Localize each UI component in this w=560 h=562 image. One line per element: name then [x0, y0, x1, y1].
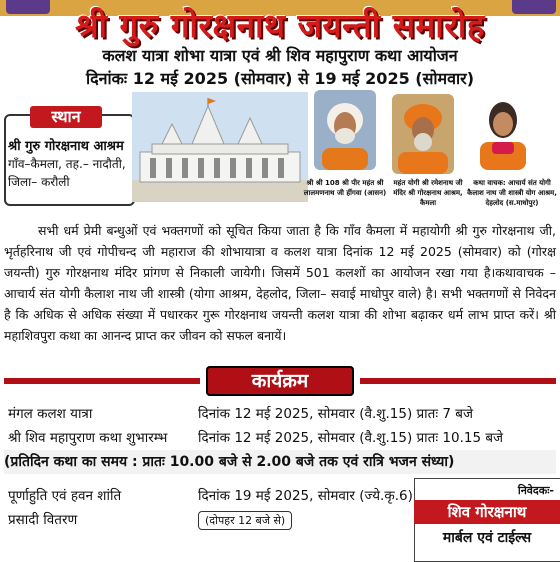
notice-paragraph: सभी धर्म प्रेमी बन्धुओं एवं भक्तगणों को सूचित किया जाता है कि गाँव कैमला में महायोगी श्री गुरु गोरक्षनाथ जी, भृर्तहरिनाथ जी एवं गोपीचन्द जी महाराज की शोभायात्रा व कलश यात्रा दिनांक 12 मई 2025 (सोमवार) को (गोरक्ष जयन्ती) गुरु गोरक्षनाथ मंदिर प्रांगण से निकाली जायेगी। जिसमें 501 कलशों का आयोजन रखा गया है।कथावाचक – आचार्य संत योगी कैलाश नाथ जी शास्त्री (योगा आश्रम, देहलोद, जिला– सवाई माधोपुर वाले) है। सभी भक्तगणों से निवेदन है कि अधिक से अधिक संख्या में पधारकर गुरू गोरक्षनाथ जयन्ती कलश यात्रा की शोभा बढ़ाकर धर्म लाभ प्राप्त करें। श्री महाशिवपुरा कथा का आनन्द प्राप्त कर जीवन को सफल बनायें। [4, 223, 556, 343]
portrait-caption-1: श्री श्री 108 श्री पीर महंत श्री लालमणनाथ जी हींगवा (आसन) [303, 179, 387, 197]
program-heading: कार्यक्रम [206, 366, 354, 396]
event-title: श्री गुरु गोरक्षनाथ जयन्ती समारोह [75, 6, 485, 45]
program-row [8, 428, 556, 452]
saint-portrait-2 [392, 94, 454, 174]
program-row [8, 404, 556, 428]
saint-portrait-3 [472, 90, 534, 170]
event-dates: दिनांकः 12 मई 2025 (सोमवार) से 19 मई 2025 (सोमवार) [85, 69, 475, 88]
venue-name: श्री गुरु गोरक्षनाथ आश्रम [8, 139, 124, 154]
banner-rule-right [360, 378, 556, 384]
organizer-name: शिव गोरक्षनाथ [414, 500, 560, 524]
program-event: मंगल कलश यात्रा [8, 406, 93, 422]
venue-address: गाँव–कैमला, तह.– नादौती, जिला– करौली [8, 157, 126, 189]
temple-image [132, 92, 308, 202]
program-date: दिनांक 12 मई 2025, सोमवार (वै.शु.15) प्रातः 10.15 बजे [198, 430, 504, 446]
organizer-label: निवेदकः- [517, 484, 554, 497]
venue-label: स्थान [30, 106, 102, 128]
banner-rule-left [4, 378, 200, 384]
saint-portrait-1 [314, 90, 376, 170]
portrait-caption-2: महंत योगी श्री रमेशनाथ जी मंदिर श्री गोरक्षनाथ आश्रम, कैमला [393, 179, 463, 207]
portrait-caption-3: कथा वाचक: आचार्य संत योगी कैलाश नाथ जी शास्त्री योग आश्रम, देहलोद (स.माधोपुर) [467, 179, 557, 207]
program-event: श्री शिव महापुराण कथा शुभारम्भ [8, 430, 168, 446]
program-event: पूर्णाहुति एवं हवन शांति [8, 488, 122, 504]
event-subtitle: कलश यात्रा शोभा यात्रा एवं श्री शिव महापुराण कथा आयोजन [102, 46, 458, 65]
program-event: प्रसादी वितरण [8, 512, 78, 528]
organizer-subtitle: मार्बल एवं टाईल्स [442, 530, 532, 546]
program-date: (दोपहर 12 बजे से) [198, 511, 292, 530]
program-date: दिनांक 12 मई 2025, सोमवार (वै.शु.15) प्रातः 7 बजे [198, 406, 473, 422]
program-date: दिनांक 19 मई 2025, सोमवार (ज्ये.कृ.6) [198, 488, 413, 504]
daily-timing: (प्रतिदिन कथा का समय : प्रातः 10.00 बजे से 2.00 बजे तक एवं रात्रि भजन संध्या) [4, 450, 556, 474]
